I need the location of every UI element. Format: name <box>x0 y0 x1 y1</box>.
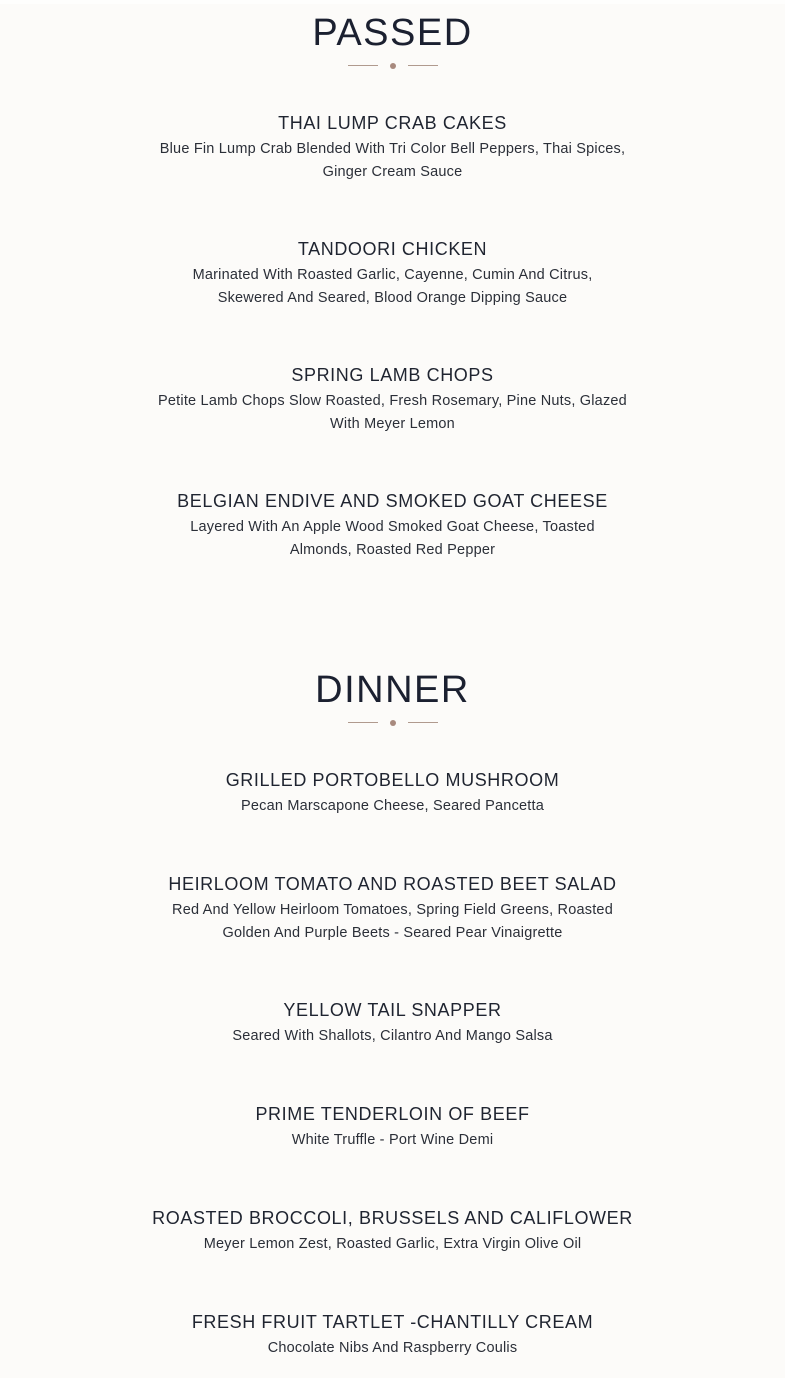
item-description-line: Chocolate Nibs And Raspberry Coulis <box>267 1340 518 1356</box>
menu-item <box>0 1103 785 1152</box>
item-name: FRESH FRUIT TARTLET -CHANTILLY CREAM <box>191 1312 594 1332</box>
item-description <box>143 264 643 309</box>
item-name: GRILLED PORTOBELLO MUSHROOM <box>225 770 560 790</box>
item-description <box>143 1337 643 1360</box>
item-description-line: Petite Lamb Chops Slow Roasted, Fresh Rosemary, Pine Nuts, Glazed <box>158 393 627 409</box>
item-description-line: Seared With Shallots, Cilantro And Mango Salsa <box>232 1028 553 1044</box>
menu-item <box>0 999 785 1048</box>
divider-dot-icon <box>390 63 396 69</box>
item-description <box>143 1129 643 1152</box>
divider-line-right <box>408 722 438 723</box>
menu-item <box>0 490 785 561</box>
section-title: DINNER <box>315 669 470 711</box>
menu-item <box>0 238 785 309</box>
divider-dot-icon <box>390 720 396 726</box>
divider-line-right <box>408 65 438 66</box>
item-description-line: Golden And Purple Beets - Seared Pear Vinaigrette <box>222 924 563 941</box>
menu-item <box>0 112 785 183</box>
menu-item <box>0 1311 785 1360</box>
top-edge <box>0 0 785 4</box>
item-name: THAI LUMP CRAB CAKES <box>278 113 507 133</box>
menu-item <box>0 1207 785 1256</box>
item-name: TANDOORI CHICKEN <box>297 239 488 259</box>
item-description <box>143 1025 643 1048</box>
divider-ornament <box>348 61 438 71</box>
item-description-line: White Truffle - Port Wine Demi <box>291 1132 494 1148</box>
item-description-line: Pecan Marscapone Cheese, Seared Pancetta <box>240 798 545 814</box>
item-description-line: Almonds, Roasted Red Pepper <box>289 541 496 558</box>
section-dinner-header <box>0 668 785 728</box>
item-name: BELGIAN ENDIVE AND SMOKED GOAT CHEESE <box>177 491 608 511</box>
divider-ornament <box>348 718 438 728</box>
item-description <box>143 795 643 818</box>
item-description-line: Marinated With Roasted Garlic, Cayenne, Cumin And Citrus, <box>192 267 593 283</box>
item-description-line: With Meyer Lemon <box>330 415 455 432</box>
item-description-line: Skewered And Seared, Blood Orange Dipping Sauce <box>217 289 568 306</box>
item-description-line: Blue Fin Lump Crab Blended With Tri Color Bell Peppers, Thai Spices, <box>159 141 626 157</box>
item-name: YELLOW TAIL SNAPPER <box>283 1000 502 1020</box>
item-name: SPRING LAMB CHOPS <box>291 365 494 385</box>
item-description <box>143 516 643 561</box>
item-description-line: Layered With An Apple Wood Smoked Goat Cheese, Toasted <box>190 519 595 535</box>
section-title: PASSED <box>312 12 473 54</box>
item-description-line: Meyer Lemon Zest, Roasted Garlic, Extra Virgin Olive Oil <box>203 1236 582 1252</box>
item-description-line: Ginger Cream Sauce <box>322 163 463 180</box>
item-name: HEIRLOOM TOMATO AND ROASTED BEET SALAD <box>168 874 617 894</box>
item-name: PRIME TENDERLOIN OF BEEF <box>255 1104 530 1124</box>
item-description <box>143 390 643 435</box>
item-description <box>143 1233 643 1256</box>
item-description-line: Red And Yellow Heirloom Tomatoes, Spring Field Greens, Roasted <box>172 902 613 918</box>
item-name: ROASTED BROCCOLI, BRUSSELS AND CALIFLOWER <box>152 1208 633 1228</box>
item-description <box>143 899 643 944</box>
menu-item <box>0 873 785 944</box>
divider-line-left <box>348 722 378 723</box>
divider-line-left <box>348 65 378 66</box>
menu-item <box>0 769 785 818</box>
item-description <box>143 138 643 183</box>
section-passed-header <box>0 11 785 71</box>
menu-item <box>0 364 785 435</box>
